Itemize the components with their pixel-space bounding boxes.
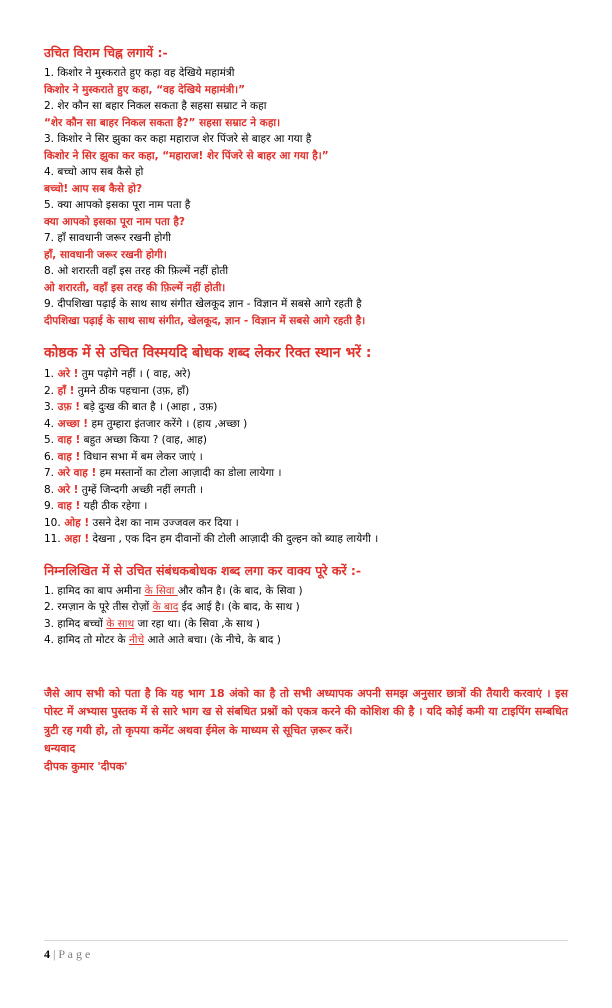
question-line: 1. किशोर ने मुस्कराते हुए कहा वह देखिये महामंत्री (44, 67, 235, 79)
list-item: 2. रमज़ान के पूरे तीस रोज़ों के बाद ईद आई है। (के बाद, के साथ ) (44, 601, 300, 613)
page-number: 4 (44, 947, 50, 961)
section2-heading: कोष्ठक में से उचित विस्मयदि बोधक शब्द लेकर रिक्त स्थान भरें : (44, 345, 372, 361)
answer-line: हाँ, सावधानी जरूर रखनी होगी। (44, 248, 167, 261)
list-item: 7. अरे वाह ! हम मस्तानों का टोला आज़ादी का डोला लायेगा । (44, 467, 282, 479)
answer-word: अरे वाह ! (54, 467, 97, 479)
question-line: 8. ओ शरारती वहाँ इस तरह की फ़िल्में नहीं होती (44, 265, 229, 277)
note-paragraph: जैसे आप सभी को पता है कि यह भाग 18 अंको का है तो सभी अध्यापक अपनी समझ अनुसार छात्रों की तैयारी करवाएं । इस पोस्ट में अभ्यास पुस्तक में से सारे भाग ख से संबधित प्रश्नों को एकत्र करने की कोशिश की है । यदि कोई कमी या टाइपिंग सम्बधित त्रुटी रह गयी हो, तो कृपया कमेंट अथवा ईमेल के माध्यम से सूचित ज़रूर करें। (44, 686, 568, 737)
answer-word: अरे ! (54, 483, 79, 496)
footer-separator: | (50, 947, 59, 961)
question-line: 2. शेर कौन सा बहार निकल सकता है सहसा सम्राट ने कहा (44, 100, 267, 112)
thanks-text: धन्यवाद (44, 742, 76, 755)
list-item: 10. ओह ! उसने देश का नाम उज्जवल कर दिया । (44, 516, 239, 529)
answer-word: अच्छा ! (54, 417, 89, 430)
answer-line: “शेर कौन सा बाहर निकल सकता है?” सहसा सम्राट ने कहा। (44, 116, 281, 129)
list-item: 1. हामिद का बाप अमीना के सिवा और कौन है। (के बाद, के सिवा ) (44, 584, 303, 597)
answer-line: ओ शरारती, वहाँ इस तरह की फ़िल्में नहीं होती। (44, 281, 226, 294)
list-item: 1. अरे ! तुम पढ़ोगे नहीं । ( वाह, अरे) (44, 368, 191, 380)
answer-word: के बाद (152, 601, 179, 613)
answer-word: हाँ ! (54, 384, 75, 397)
answer-word: ओह ! (60, 516, 90, 529)
list-item: 8. अरे ! तुम्हें जिन्दगी अच्छी नहीं लगती । (44, 483, 203, 496)
answer-line: बच्चो! आप सब कैसे हो? (44, 182, 143, 195)
question-line: 4. बच्चो आप सब कैसे हो (44, 166, 144, 178)
page-footer (44, 940, 568, 962)
answer-word: अरे ! (54, 368, 79, 380)
answer-line: दीपशिखा पढ़ाई के साथ साथ संगीत, खेलकूद, ज्ञान - विज्ञान में सबसे आगे रहती है। (44, 314, 366, 327)
list-item: 4. अच्छा ! हम तुम्हारा इंतजार करेंगे । (हाय ,अच्छा ) (44, 417, 248, 430)
question-line: 7. हाँ सावधानी जरूर रखनी होगी (44, 232, 171, 244)
page-label: P a g e (58, 947, 91, 961)
question-line: 3. किशोर ने सिर झुका कर कहा महाराज शेर पिंजरे से बाहर आ गया है (44, 133, 312, 145)
question-line: 5. क्या आपको इसका पूरा नाम पता है (44, 199, 191, 211)
answer-line: किशोर ने सिर झुका कर कहा, “महाराज! शेर पिंजरे से बाहर आ गया है।” (44, 149, 329, 162)
author-name: दीपक कुमार 'दीपक' (44, 760, 128, 773)
answer-word: वाह ! (54, 450, 81, 463)
document-page (44, 44, 568, 776)
answer-word: नीचे (128, 634, 145, 646)
answer-word: वाह ! (54, 500, 81, 512)
section3-list (44, 583, 568, 649)
list-item: 3. उफ़ ! बड़े दुःख की बात है । (आहा , उफ़) (44, 401, 218, 413)
section1-heading: उचित विराम चिह्न लगायें :- (44, 45, 168, 60)
answer-line: किशोर ने मुस्कराते हुए कहा, “वह देखिये महामंत्री।” (44, 83, 246, 96)
list-item: 3. हामिद बच्चों के साथ जा रहा था। (के सिवा ,के साथ ) (44, 617, 260, 630)
answer-line: क्या आपको इसका पूरा नाम पता है? (44, 215, 186, 228)
answer-word: वाह ! (54, 434, 81, 446)
answer-word: उफ़ ! (54, 401, 80, 413)
section2-list (44, 366, 568, 548)
section1-list (44, 65, 568, 329)
list-item: 11. अहा ! देखना , एक दिन हम दीवानों की टोली आज़ादी की दुल्हन को ब्याह लायेगी । (44, 533, 379, 545)
answer-word: के सिवा (144, 584, 178, 597)
answer-word: के साथ (106, 617, 135, 630)
question-line: 9. दीपशिखा पढ़ाई के साथ साथ संगीत खेलकूद ज्ञान - विज्ञान में सबसे आगे रहती है (44, 298, 362, 310)
section3-heading: निम्नलिखित में से उचित संबंधकबोधक शब्द लगा कर वाक्य पूरे करें :- (44, 562, 362, 578)
list-item: 4. हामिद तो मोटर के नीचे आते आते बचा। (के नीचे, के बाद ) (44, 634, 281, 646)
list-item: 5. वाह ! बहुत अच्छा किया ? (वाह, आह) (44, 434, 207, 446)
list-item: 2. हाँ ! तुमने ठीक पहचाना (उफ़, हाँ) (44, 384, 190, 397)
list-item: 6. वाह ! विधान सभा में बम लेकर जाएं । (44, 450, 203, 463)
answer-word: अहा ! (60, 533, 90, 545)
list-item: 9. वाह ! यही ठीक रहेगा । (44, 500, 148, 512)
